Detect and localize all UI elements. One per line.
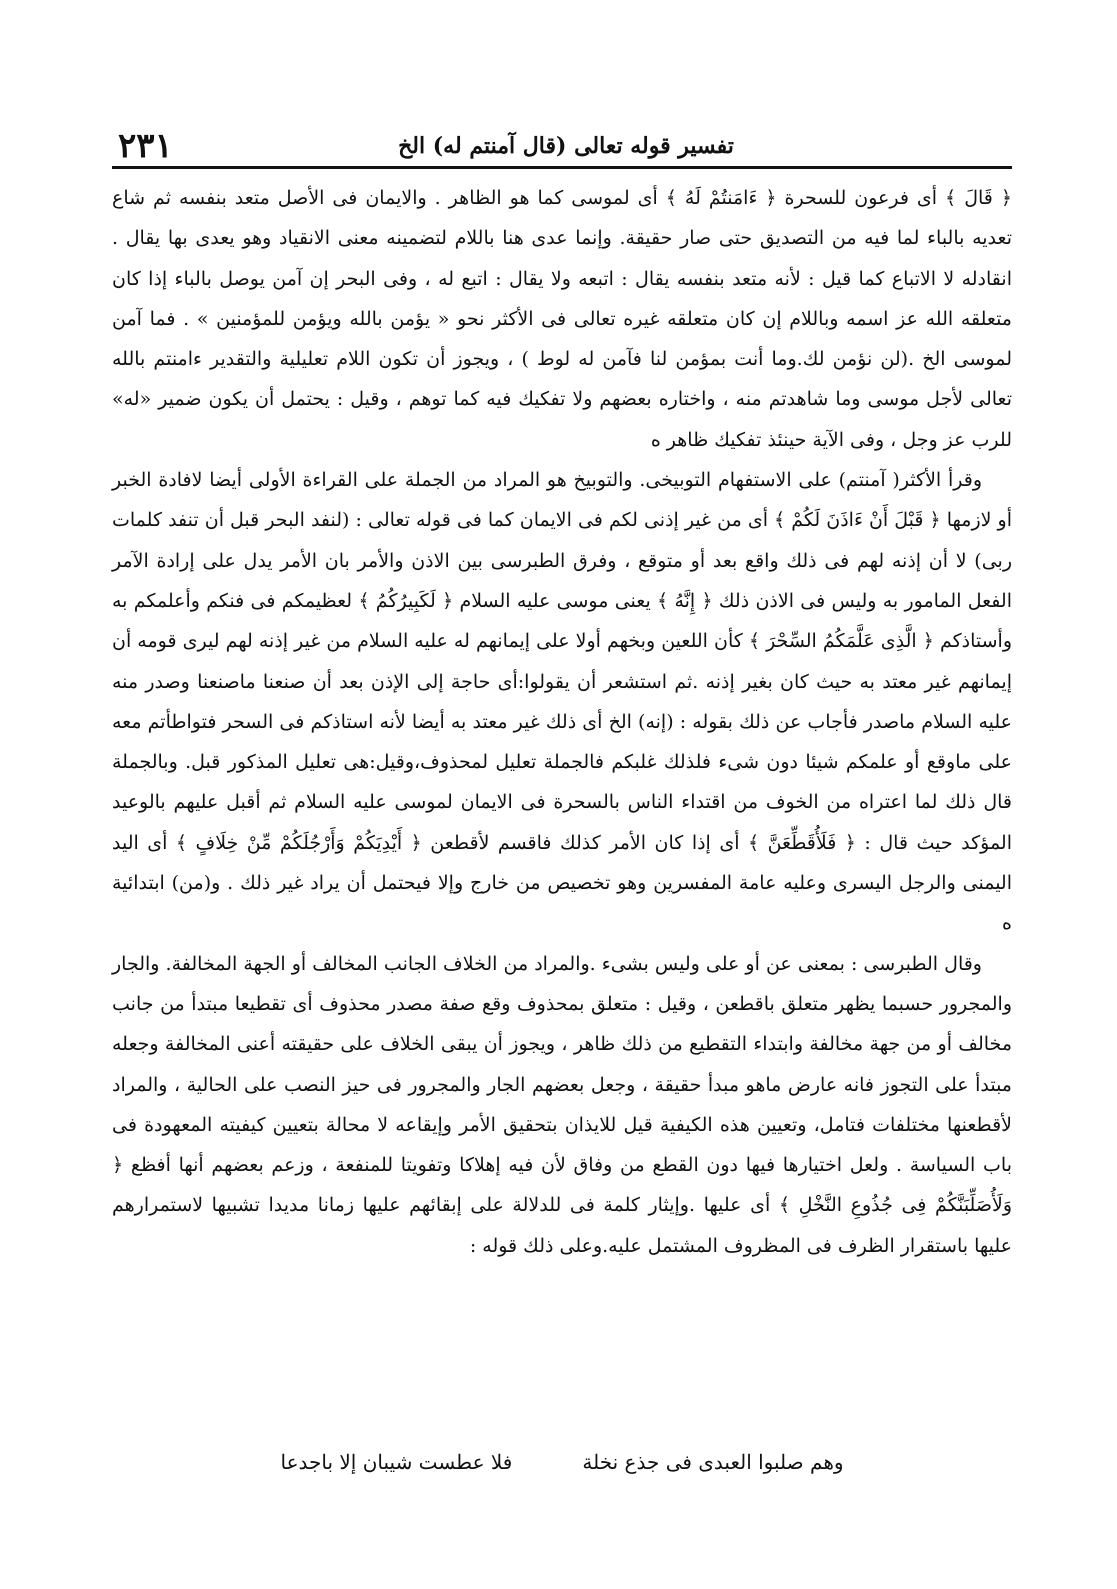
poetry-verse [112, 1442, 1012, 1482]
tafsir-body [112, 178, 1012, 1266]
paragraph-3: وقال الطبرسى : بمعنى عن أو على وليس بشىء .والمراد من الخلاف الجانب المخالف أو الجهة المخالفة. والجار والمجرور حسبما يظهر متعلق باقطعن ، وقيل : متعلق بمحذوف وقع صفة مصدر محذوف أى تقطيعا مبتدأ من جانب مخالف أو من جهة مخالفة وابتداء التقطيع من ذلك ظاهر ، ويجوز أن يبقى الخلاف على حقيقته أعنى المخالفة وجعله مبتدأ على التجوز فانه عارض ماهو مبدأ حقيقة ، وجعل بعضهم الجار والمجرور فى حيز النصب على الحالية ، والمراد لأقطعنها مختلفات فتامل، وتعيين هذه الكيفية قيل للايذان بتحقيق الأمر وإيقاعه لا محالة بتعيين كيفيته المعهودة فى باب السياسة . ولعل اختيارها فيها دون القطع من وفاق لأن فيه إهلاكا وتفويتا للمنفعة ، وزعم بعضهم أنها أفظع ﴿ وَلَأُصَلِّبَنَّكُمْ فِى جُذُوعِ النَّخْلِ ﴾ أى عليها .وإيثار كلمة فى للدلالة على إبقائهم عليها زمانا مديدا تشبيها لاستمرارهم عليها باستقرار الظرف فى المظروف المشتمل عليه.وعلى ذلك قوله : [112, 952, 1012, 1257]
running-head-title: تفسير قوله تعالى (قال آمنتم له) الخ [398, 133, 734, 159]
running-head [118, 126, 1014, 166]
header-rule [112, 166, 1012, 169]
paragraph-1: ﴿ قَالَ ﴾ أى فرعون للسحرة ﴿ ءَامَنتُمْ لَهُ ﴾ أى لموسى كما هو الظاهر . والايمان فى الأصل متعد بنفسه ثم شاع تعديه بالباء لما فيه من التصديق حتى صار حقيقة. وإنما عدى هنا باللام لتضمينه معنى الانقياد وهو يعدى بها يقال . انقادله لا الاتباع كما قيل : لأنه متعد بنفسه يقال : اتبعه ولا يقال : اتبع له ، وفى البحر إن آمن يوصل بالباء إذا كان متعلقه الله عز اسمه وباللام إن كان متعلقه غيره تعالى فى الأكثر نحو « يؤمن بالله ويؤمن للمؤمنين » . فما آمن لموسى الخ .(لن نؤمن لك.وما أنت بمؤمن لنا فآمن له لوط ) ، ويجوز أن تكون اللام تعليلية والتقدير ءامنتم بالله تعالى لأجل موسى وما شاهدتم منه ، واختاره بعضهم ولا تفكيك فيه كما توهم ، وقيل : يحتمل أن يكون ضمير «له» للرب عز وجل ، وفى الآية حينئذ تفكيك ظاهر ه [112, 187, 1012, 451]
verse-first-hemistich: وهم صلبوا العبدى فى جذع نخلة [582, 1450, 844, 1474]
paragraph-2: وقرأ الأكثر( آمنتم) على الاستفهام التوبيخى. والتوبيخ هو المراد من الجملة على القراءة الأولى أيضا لافادة الخبر أو لازمها ﴿ قَبْلَ أَنْ ءَاذَنَ لَكُمْ ﴾ أى من غير إذنى لكم فى الايمان كما فى قوله تعالى : (لنفد البحر قبل أن تنفد كلمات ربى) لا أن إذنه لهم فى ذلك واقع بعد أو متوقع ، وفرق الطبرسى بين الاذن والأمر بان الأمر يدل على إرادة الآمر الفعل المامور به وليس فى الاذن ذلك ﴿ إِنَّهُ ﴾ يعنى موسى عليه السلام ﴿ لَكَبِيرُكُمُ ﴾ لعظيمكم فى فنكم وأعلمكم به وأستاذكم ﴿ الَّذِى عَلَّمَكُمُ السِّحْرَ ﴾ كأن اللعين وبخهم أولا على إيمانهم له عليه السلام من غير إذنه لهم ليرى قومه أن إيمانهم غير معتد به حيث كان بغير إذنه .ثم استشعر أن يقولوا:أى حاجة إلى الإذن بعد أن صنعنا ماصنعنا وصدر منه عليه السلام ماصدر فأجاب عن ذلك بقوله : (إنه) الخ أى ذلك غير معتد به أيضا لأنه استاذكم فى السحر فتواطأتم معه على ماوقع أو علمكم شيئا دون شىء فلذلك غلبكم فالجملة تعليل لمحذوف،وقيل:هى تعليل المذكور قبل. وبالجملة قال ذلك لما اعتراه من الخوف من اقتداء الناس بالسحرة فى الايمان لموسى عليه السلام ثم أقبل عليهم بالوعيد المؤكد حيث قال : ﴿ فَلَأُقَطِّعَنَّ ﴾ أى إذا كان الأمر كذلك فاقسم لأقطعن ﴿ أَيْدِيَكُمْ وَأَرْجُلَكُمْ مِّنْ خِلَافٍ ﴾ أى اليد اليمنى والرجل اليسرى وعليه عامة المفسرين وهو تخصيص من خارج وإلا فيحتمل أن يراد غير ذلك . و(من) ابتدائية ه [112, 469, 1012, 935]
page-number: ٢٣١ [118, 126, 173, 166]
verse-second-hemistich: فلا عطست شيبان إلا باجدعا [280, 1450, 513, 1474]
